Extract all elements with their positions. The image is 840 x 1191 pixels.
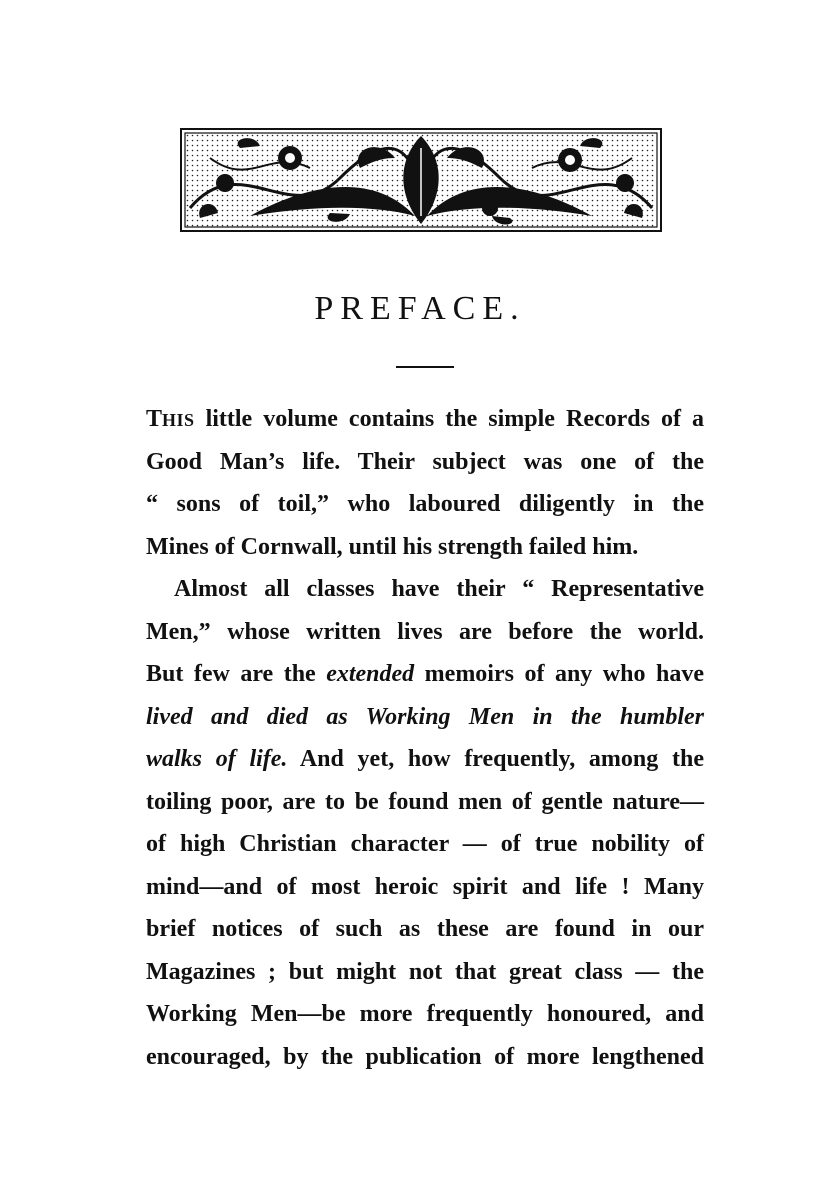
small-caps-word: HIS <box>162 410 195 430</box>
floral-headpiece-icon <box>180 128 662 232</box>
text-line: of high Christian character — of true nobility of <box>146 831 704 857</box>
italic-fragment: extended <box>326 661 415 687</box>
text-line: mind—and of most heroic spirit and life ! Many <box>146 873 704 900</box>
text-line <box>146 738 704 781</box>
page-title: PREFACE. <box>314 290 526 327</box>
text-fragment: memoirs of any who have <box>414 661 704 687</box>
text-line: Working Men—be more frequently honoured, and <box>146 1001 704 1027</box>
text-line <box>146 653 704 696</box>
text-line: toiling poor, are to be found men of gentle nature— <box>146 788 704 815</box>
text-line: Mines of Cornwall, until his strength failed him. <box>146 533 639 560</box>
text-line: encouraged, by the publication of more lengthened <box>146 1043 704 1070</box>
text-line: Good Man’s life. Their subject was one of the <box>146 448 704 475</box>
text-line <box>146 398 704 441</box>
text-line: Magazines ; but might not that great class — the <box>146 958 704 985</box>
text-line: Almost all classes have their “ Representative <box>174 576 704 602</box>
text-line: “ sons of toil,” who laboured diligently in the <box>146 491 704 517</box>
text-line <box>146 696 704 739</box>
italic-fragment: lived and died as Working Men in the humbler <box>146 703 704 730</box>
italic-fragment: walks of life. <box>146 746 288 772</box>
text-fragment: And yet, how frequently, among the <box>287 746 704 772</box>
text-line: Men,” whose written lives are before the world. <box>146 618 704 645</box>
text-fragment: But few are the <box>146 661 327 687</box>
text-fragment: little volume contains the simple Records of a <box>194 406 704 432</box>
title-divider <box>396 366 454 368</box>
text-line: brief notices of such as these are found in our <box>146 916 704 942</box>
preface-body <box>146 398 704 1078</box>
small-caps-initial: T <box>146 406 163 432</box>
